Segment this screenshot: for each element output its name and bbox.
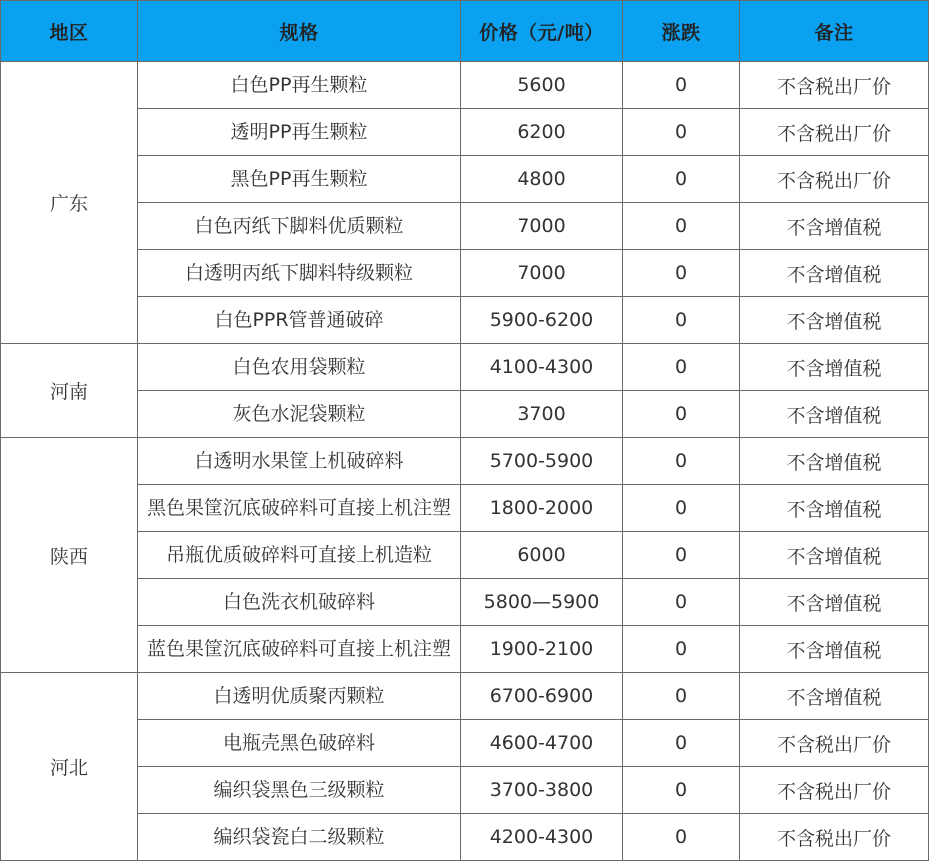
price-cell: 4600-4700	[461, 720, 623, 767]
spec-cell: 白色农用袋颗粒	[138, 344, 461, 391]
price-cell: 7000	[461, 250, 623, 297]
region-cell: 广东	[1, 62, 138, 344]
note-cell: 不含税出厂价	[740, 156, 929, 203]
table-row	[1, 814, 929, 861]
region-cell: 陕西	[1, 438, 138, 673]
note-cell: 不含增值税	[740, 485, 929, 532]
change-cell: 0	[623, 438, 740, 485]
table-row	[1, 62, 929, 109]
spec-cell: 白色PPR管普通破碎	[138, 297, 461, 344]
table-row	[1, 250, 929, 297]
change-cell: 0	[623, 626, 740, 673]
price-cell: 5600	[461, 62, 623, 109]
price-cell: 1900-2100	[461, 626, 623, 673]
table-body	[1, 62, 929, 861]
table-row	[1, 203, 929, 250]
spec-cell: 白透明丙纸下脚料特级颗粒	[138, 250, 461, 297]
price-cell: 3700-3800	[461, 767, 623, 814]
change-cell: 0	[623, 579, 740, 626]
change-cell: 0	[623, 391, 740, 438]
table-row	[1, 156, 929, 203]
note-cell: 不含增值税	[740, 391, 929, 438]
note-cell: 不含增值税	[740, 438, 929, 485]
change-cell: 0	[623, 62, 740, 109]
table-row	[1, 109, 929, 156]
table-row	[1, 767, 929, 814]
note-cell: 不含增值税	[740, 673, 929, 720]
table-row	[1, 485, 929, 532]
header-region: 地区	[1, 1, 138, 62]
note-cell: 不含增值税	[740, 579, 929, 626]
table-row	[1, 673, 929, 720]
price-cell: 1800-2000	[461, 485, 623, 532]
price-cell: 3700	[461, 391, 623, 438]
table-row	[1, 626, 929, 673]
spec-cell: 蓝色果筐沉底破碎料可直接上机注塑	[138, 626, 461, 673]
change-cell: 0	[623, 532, 740, 579]
change-cell: 0	[623, 297, 740, 344]
change-cell: 0	[623, 814, 740, 861]
note-cell: 不含增值税	[740, 203, 929, 250]
note-cell: 不含增值税	[740, 626, 929, 673]
spec-cell: 吊瓶优质破碎料可直接上机造粒	[138, 532, 461, 579]
note-cell: 不含税出厂价	[740, 814, 929, 861]
spec-cell: 白透明水果筐上机破碎料	[138, 438, 461, 485]
header-change: 涨跌	[623, 1, 740, 62]
note-cell: 不含税出厂价	[740, 109, 929, 156]
table-row	[1, 720, 929, 767]
spec-cell: 黑色果筐沉底破碎料可直接上机注塑	[138, 485, 461, 532]
header-row	[1, 1, 929, 62]
spec-cell: 白色丙纸下脚料优质颗粒	[138, 203, 461, 250]
change-cell: 0	[623, 203, 740, 250]
table-header	[1, 1, 929, 62]
price-cell: 6000	[461, 532, 623, 579]
note-cell: 不含增值税	[740, 532, 929, 579]
note-cell: 不含增值税	[740, 297, 929, 344]
header-note: 备注	[740, 1, 929, 62]
price-cell: 5700-5900	[461, 438, 623, 485]
table-row	[1, 532, 929, 579]
price-cell: 5800—5900	[461, 579, 623, 626]
table-row	[1, 438, 929, 485]
spec-cell: 透明PP再生颗粒	[138, 109, 461, 156]
note-cell: 不含税出厂价	[740, 62, 929, 109]
spec-cell: 白透明优质聚丙颗粒	[138, 673, 461, 720]
note-cell: 不含增值税	[740, 250, 929, 297]
header-price: 价格（元/吨）	[461, 1, 623, 62]
note-cell: 不含税出厂价	[740, 767, 929, 814]
change-cell: 0	[623, 250, 740, 297]
change-cell: 0	[623, 156, 740, 203]
price-cell: 4800	[461, 156, 623, 203]
table-row	[1, 344, 929, 391]
change-cell: 0	[623, 767, 740, 814]
change-cell: 0	[623, 720, 740, 767]
price-cell: 5900-6200	[461, 297, 623, 344]
spec-cell: 白色洗衣机破碎料	[138, 579, 461, 626]
change-cell: 0	[623, 673, 740, 720]
price-cell: 6700-6900	[461, 673, 623, 720]
price-cell: 7000	[461, 203, 623, 250]
table-row	[1, 297, 929, 344]
price-cell: 4200-4300	[461, 814, 623, 861]
note-cell: 不含增值税	[740, 344, 929, 391]
spec-cell: 电瓶壳黑色破碎料	[138, 720, 461, 767]
spec-cell: 灰色水泥袋颗粒	[138, 391, 461, 438]
table-row	[1, 579, 929, 626]
region-cell: 河南	[1, 344, 138, 438]
header-spec: 规格	[138, 1, 461, 62]
change-cell: 0	[623, 109, 740, 156]
change-cell: 0	[623, 344, 740, 391]
spec-cell: 黑色PP再生颗粒	[138, 156, 461, 203]
note-cell: 不含税出厂价	[740, 720, 929, 767]
price-cell: 4100-4300	[461, 344, 623, 391]
spec-cell: 编织袋瓷白二级颗粒	[138, 814, 461, 861]
price-cell: 6200	[461, 109, 623, 156]
spec-cell: 白色PP再生颗粒	[138, 62, 461, 109]
table-row	[1, 391, 929, 438]
change-cell: 0	[623, 485, 740, 532]
region-cell: 河北	[1, 673, 138, 861]
spec-cell: 编织袋黑色三级颗粒	[138, 767, 461, 814]
